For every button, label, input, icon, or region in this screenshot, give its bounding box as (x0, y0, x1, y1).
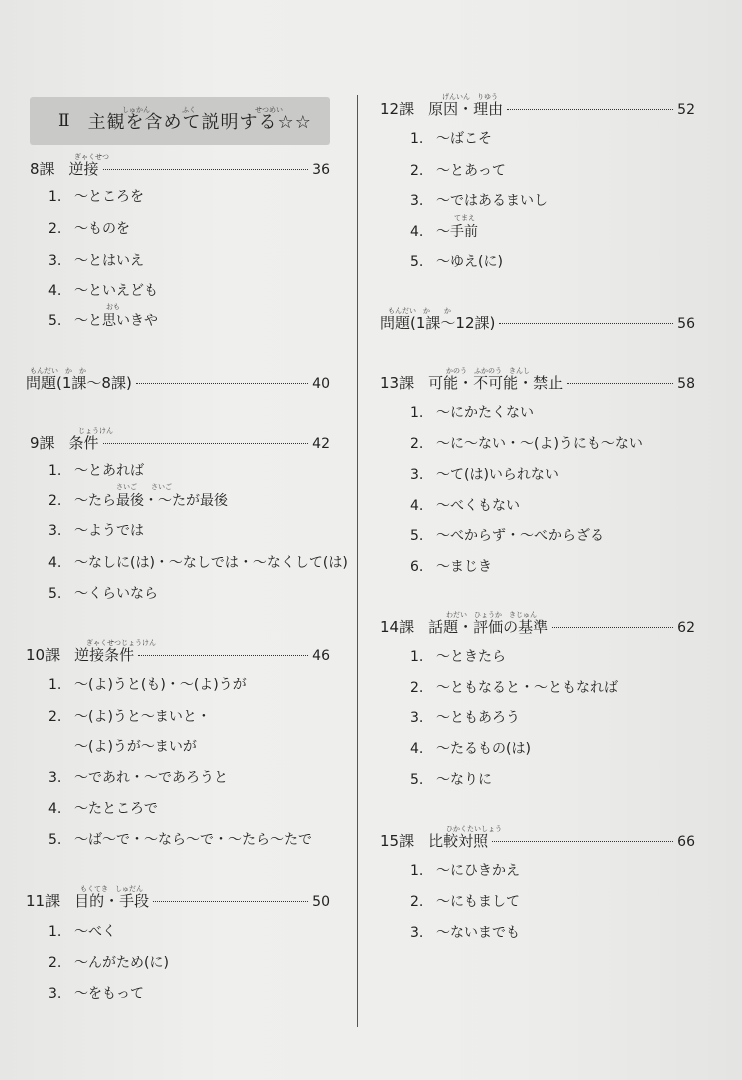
list-item: 1. 〜ばこそ (410, 131, 492, 147)
page-number: 66 (677, 834, 695, 850)
lesson-title: 比較対照 (428, 832, 489, 850)
lesson-14-entry[interactable] (380, 616, 695, 637)
lesson-13-entry[interactable] (380, 372, 695, 393)
leader-dots (567, 383, 673, 384)
section-banner (30, 97, 330, 145)
leader-dots (103, 169, 309, 170)
lesson-ruby: もくてき しゅだん (80, 885, 143, 893)
lesson-title: 可能・不可能・禁止 (428, 374, 564, 392)
list-item: 2. 〜にもまして (410, 894, 520, 910)
page-number: 62 (677, 620, 695, 636)
list-item: 3. 〜とはいえ (48, 253, 144, 269)
lesson-number: 12課 (380, 100, 415, 118)
lesson-number: 問題(1課〜8課) (26, 374, 132, 392)
list-item: 3. 〜ではあるまいし (410, 193, 548, 209)
lesson-8-entry[interactable] (30, 158, 330, 179)
lesson-ruby: わだい ひょうか きじゅん (446, 611, 537, 619)
lesson-title: 逆接 (68, 160, 99, 178)
lesson-number: 13課 (380, 374, 415, 392)
lesson-ruby: もんだい か か (388, 307, 451, 315)
list-item: 2. 〜ともなると・〜ともなれば (410, 680, 618, 696)
list-item: 3. 〜をもって (48, 986, 144, 1002)
review-1-8-entry[interactable] (26, 372, 330, 393)
list-item: 5. 〜ゆえ(に) (410, 254, 503, 270)
lesson-number: 9課 (30, 434, 55, 452)
lesson-number: 問題(1課〜12課) (380, 314, 496, 332)
leader-dots (138, 655, 308, 656)
lesson-number: 11課 (26, 892, 61, 910)
list-item: 4. 〜たところで (48, 801, 158, 817)
list-item: 4. 〜たるもの(は) (410, 741, 531, 757)
list-item: 5. 〜と思いきや (48, 313, 158, 329)
page-number: 46 (312, 648, 330, 664)
leader-dots (507, 109, 673, 110)
lesson-9-entry[interactable] (30, 432, 330, 453)
column-divider (357, 95, 358, 1027)
item-ruby: おも (106, 303, 120, 311)
list-item: 1. 〜とあれば (48, 463, 144, 479)
list-item: 1. 〜ときたら (410, 649, 506, 665)
list-item: 1. 〜ところを (48, 189, 144, 205)
list-item: 3. 〜ないまでも (410, 925, 520, 941)
section-ruby: しゅかん (122, 106, 150, 114)
leader-dots (552, 627, 673, 628)
list-item: 4. 〜べくもない (410, 498, 520, 514)
lesson-title: 原因・理由 (428, 100, 504, 118)
section-title: 主観を含めて説明する☆☆ (87, 112, 312, 133)
lesson-number: 8課 (30, 160, 55, 178)
list-item: 4. 〜といえども (48, 283, 158, 299)
list-item: 3. 〜て(は)いられない (410, 467, 559, 483)
lesson-ruby: げんいん りゆう (442, 93, 498, 101)
lesson-number: 10課 (26, 646, 61, 664)
lesson-ruby: ぎゃくせつ (74, 153, 109, 161)
list-item: 5. 〜ば〜で・〜なら〜で・〜たら〜たで (48, 832, 312, 848)
page-number: 58 (677, 376, 695, 392)
page-number: 42 (312, 436, 330, 452)
lesson-number: 14課 (380, 618, 415, 636)
list-item: 3. 〜であれ・〜であろうと (48, 770, 228, 786)
page-number: 50 (312, 894, 330, 910)
item-ruby: てまえ (454, 214, 475, 222)
list-item: 1. 〜(よ)うと(も)・〜(よ)うが (48, 677, 247, 693)
lesson-title: 逆接条件 (74, 646, 135, 664)
list-item: 1. 〜にひきかえ (410, 863, 520, 879)
list-item: 2. 〜に〜ない・〜(よ)うにも〜ない (410, 436, 643, 452)
list-item: 6. 〜まじき (410, 559, 492, 575)
lesson-11-entry[interactable] (26, 890, 330, 911)
list-item: 2. 〜んがため(に) (48, 955, 169, 971)
page-number: 52 (677, 102, 695, 118)
list-item: 4. 〜なしに(は)・〜なしでは・〜なくして(は) (48, 555, 348, 571)
lesson-number: 15課 (380, 832, 415, 850)
lesson-12-entry[interactable] (380, 98, 695, 119)
lesson-title: 話題・評価の基準 (428, 618, 549, 636)
leader-dots (492, 841, 673, 842)
list-item: 1. 〜にかたくない (410, 405, 534, 421)
lesson-ruby: ひかくたいしょう (446, 825, 502, 833)
lesson-10-entry[interactable] (26, 644, 330, 665)
item-ruby: さいご さいご (116, 483, 172, 491)
list-item: 2. 〜とあって (410, 163, 506, 179)
list-item: 3. 〜ようでは (48, 523, 144, 539)
page-number: 56 (677, 316, 695, 332)
list-item: 5. 〜なりに (410, 772, 492, 788)
list-item: 5. 〜くらいなら (48, 586, 158, 602)
list-item: 3. 〜ともあろう (410, 710, 520, 726)
page-number: 40 (312, 376, 330, 392)
lesson-ruby: ぎゃくせつじょうけん (86, 639, 156, 647)
review-1-12-entry[interactable] (380, 312, 695, 333)
list-item: 2. 〜(よ)うと〜まいと・ (48, 709, 211, 725)
lesson-title: 条件 (68, 434, 99, 452)
list-item: 2. 〜ものを (48, 221, 130, 237)
section-ruby: ふく (182, 106, 196, 114)
lesson-15-entry[interactable] (380, 830, 695, 851)
leader-dots (103, 443, 309, 444)
page-number: 36 (312, 162, 330, 178)
leader-dots (136, 383, 308, 384)
lesson-title: 目的・手段 (74, 892, 150, 910)
lesson-ruby: もんだい か か (30, 367, 86, 375)
list-item: 5. 〜べからず・〜べからざる (410, 528, 604, 544)
section-ruby: せつめい (255, 106, 283, 114)
section-number: Ⅱ (58, 111, 70, 131)
list-item: 1. 〜べく (48, 924, 116, 940)
leader-dots (153, 901, 308, 902)
list-item: 2. 〜たら最後・〜たが最後 (48, 493, 228, 509)
lesson-ruby: かのう ふかのう きんし (446, 367, 530, 375)
leader-dots (499, 323, 673, 324)
list-item: 4. 〜手前 (410, 224, 478, 240)
list-item: 〜(よ)うが〜まいが (74, 739, 197, 755)
lesson-ruby: じょうけん (78, 427, 113, 435)
